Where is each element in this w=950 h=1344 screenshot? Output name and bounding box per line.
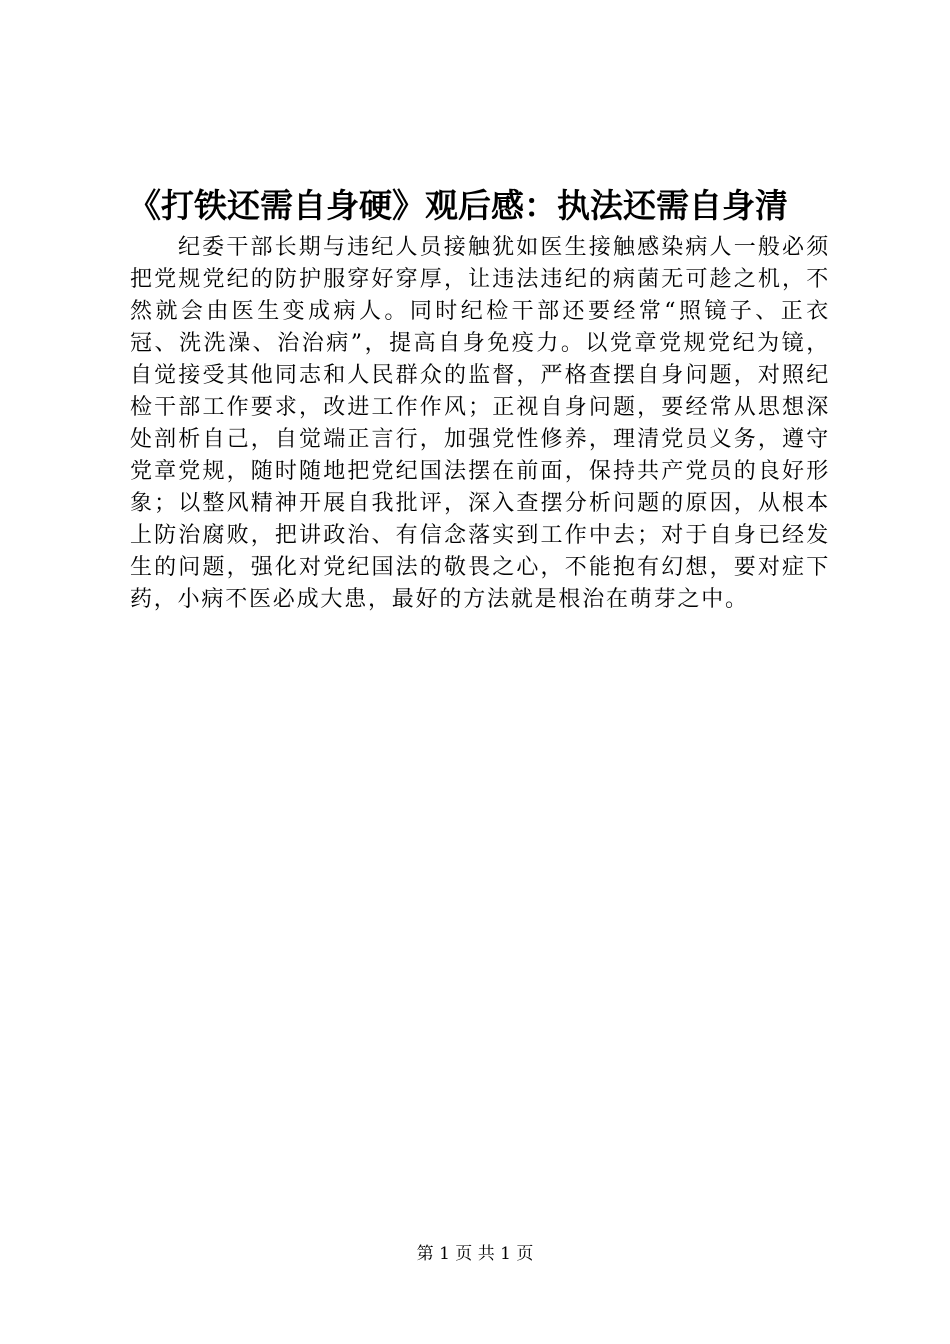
document-body-paragraph: 纪委干部长期与违纪人员接触犹如医生接触感染病人一般必须把党规党纪的防护服穿好穿厚，让违法违纪的病菌无可趁之机，不然就会由医生变成病人。同时纪检干部还要经常“照镜子、正衣冠、洗洗澡、治治病”，提高自身免疫力。以党章党规党纪为镜，自觉接受其他同志和人民群众的监督，严格查摆自身问题，对照纪检干部工作要求，改进工作作风；正视自身问题，要经常从思想深处剖析自己，自觉端正言行，加强党性修养，理清党员义务，遵守党章党规，随时随地把党纪国法摆在前面，保持共产党员的良好形象；以整风精神开展自我批评，深入查摆分析问题的原因，从根本上防治腐败，把讲政治、有信念落实到工作中去；对于自身已经发生的问题，强化对党纪国法的敬畏之心，不能抱有幻想，要对症下药，小病不医必成大患，最好的方法就是根治在萌芽之中。 <box>130 235 830 612</box>
document-title: 《打铁还需自身硬》观后感：执法还需自身清 <box>128 186 788 225</box>
page-number-footer: 第 1 页 共 1 页 <box>416 1244 534 1264</box>
